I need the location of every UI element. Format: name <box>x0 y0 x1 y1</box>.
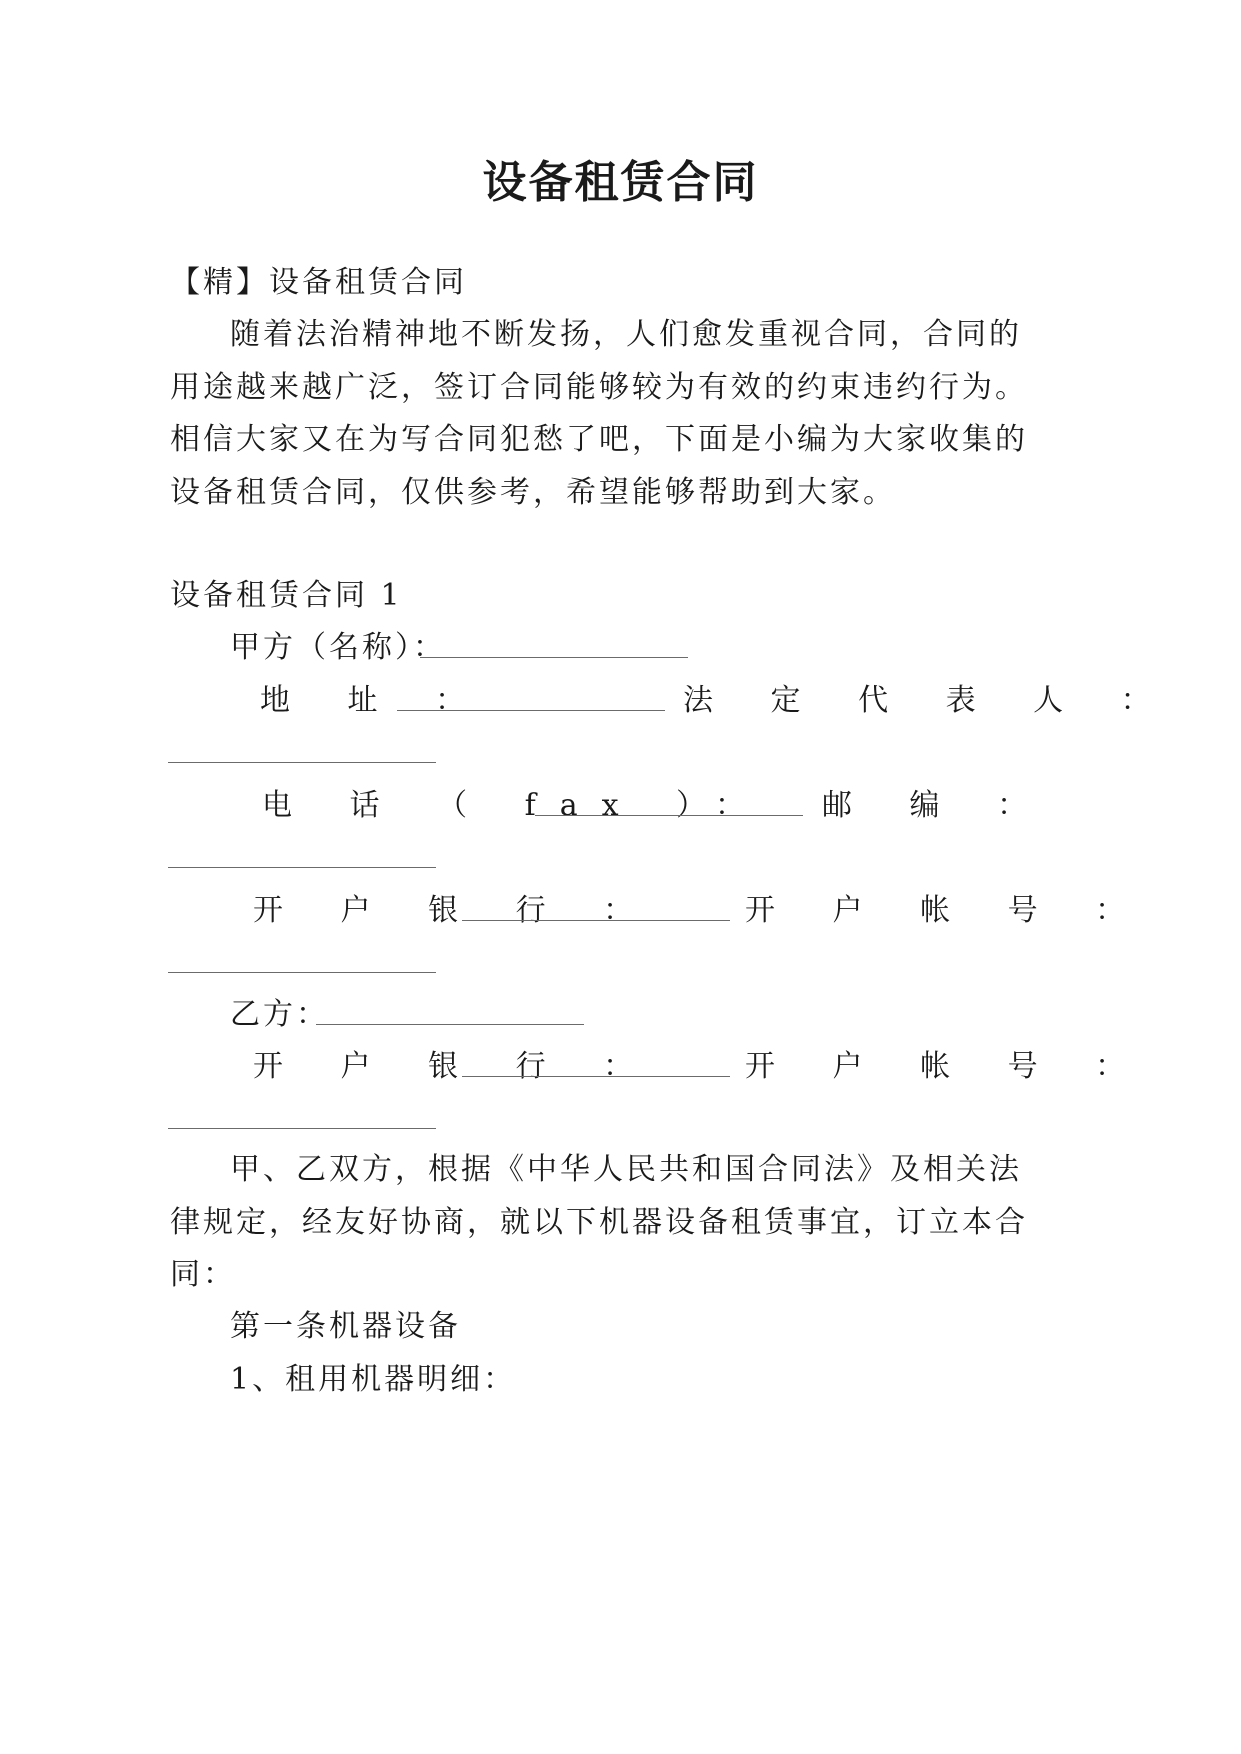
party-b-account-label: 开 户 帐 号 ： <box>745 1049 1150 1084</box>
agreement-line-2: 律规定，经友好协商，就以下机器设备租赁事宜，订立本合 <box>170 1205 1028 1240</box>
party-b-name-blank <box>316 1024 584 1025</box>
party-a-legal-rep-blank <box>168 762 436 763</box>
party-a-phone-blank <box>535 815 803 816</box>
section-heading: 设备租赁合同 1 <box>170 578 403 613</box>
party-a-account-blank <box>168 972 436 973</box>
agreement-line-1: 甲、乙双方，根据《中华人民共和国合同法》及相关法 <box>230 1152 1022 1187</box>
party-a-bank-label: 开 户 银 行 ： <box>253 893 658 928</box>
intro-line-1: 随着法治精神地不断发扬，人们愈发重视合同，合同的 <box>230 317 1022 352</box>
party-a-name-blank <box>420 657 688 658</box>
intro-line-3: 相信大家又在为写合同犯愁了吧，下面是小编为大家收集的 <box>170 422 1028 457</box>
agreement-line-3: 同： <box>170 1257 236 1292</box>
party-b-account-blank <box>168 1128 436 1129</box>
party-a-address-label: 地 址 ： <box>260 683 490 718</box>
party-a-name-label: 甲方（名称）： <box>230 630 446 665</box>
party-a-postcode-blank <box>168 867 436 868</box>
party-a-address-blank <box>397 710 665 711</box>
subtitle: 【精】设备租赁合同 <box>170 265 467 300</box>
party-b-bank-blank <box>462 1076 730 1077</box>
intro-line-2: 用途越来越广泛，签订合同能够较为有效的约束违约行为。 <box>170 370 1028 405</box>
party-a-postcode-label: 邮 编 ： <box>822 788 1052 823</box>
party-a-phone-label: 电 话 （ fax ）： <box>262 788 770 823</box>
party-a-bank-blank <box>462 920 730 921</box>
page-title: 设备租赁合同 <box>482 157 759 208</box>
item-1: 1、租用机器明细： <box>230 1362 517 1397</box>
intro-line-4: 设备租赁合同，仅供参考，希望能够帮助到大家。 <box>170 475 896 510</box>
party-b-bank-label: 开 户 银 行 ： <box>253 1049 658 1084</box>
party-a-account-label: 开 户 帐 号 ： <box>745 893 1150 928</box>
party-b-name-label: 乙方： <box>230 997 329 1032</box>
article-1-heading: 第一条机器设备 <box>230 1309 461 1344</box>
party-a-legal-rep-label: 法 定 代 表 人 ： <box>683 683 1175 718</box>
